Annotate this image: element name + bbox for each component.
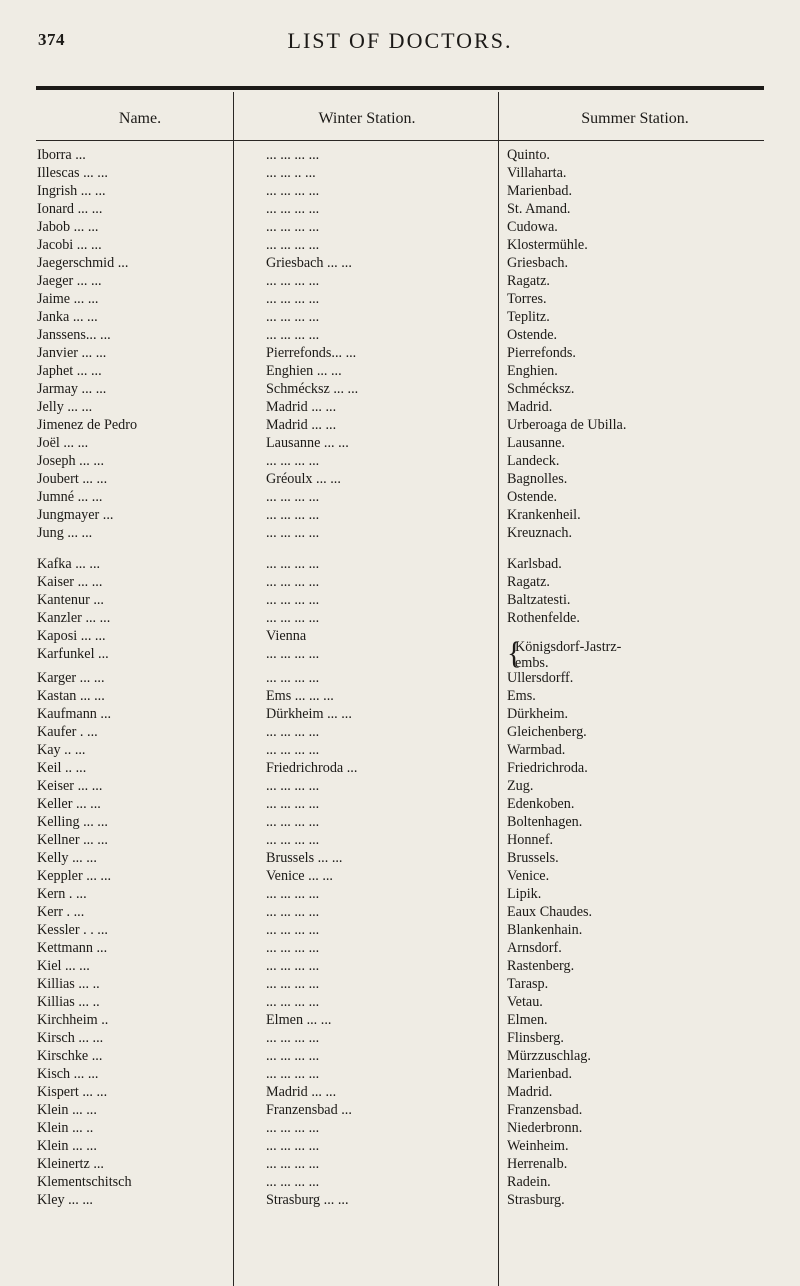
table-row <box>0 903 800 921</box>
doctor-name: Jaime ... ... <box>37 291 99 307</box>
winter-station: ... ... ... ... <box>266 832 320 848</box>
table-row <box>0 759 800 777</box>
summer-station-line: embs. <box>515 655 549 671</box>
table-row <box>0 1011 800 1029</box>
doctor-name: Klein ... ... <box>37 1102 97 1118</box>
summer-station: Gleichenberg. <box>507 724 587 740</box>
summer-station: Cudowa. <box>507 219 558 235</box>
summer-station: Elmen. <box>507 1012 548 1028</box>
summer-station: Madrid. <box>507 399 553 415</box>
table-row <box>0 1047 800 1065</box>
table-row <box>0 723 800 741</box>
winter-station: Schmécksz ... ... <box>266 381 359 397</box>
summer-station: Franzensbad. <box>507 1102 583 1118</box>
summer-station: Herrenalb. <box>507 1156 568 1172</box>
doctor-name: Keppler ... ... <box>37 868 112 884</box>
summer-station: Pierrefonds. <box>507 345 576 361</box>
winter-station: ... ... ... ... <box>266 309 320 325</box>
doctor-name: Kirchheim .. <box>37 1012 109 1028</box>
table-row <box>0 957 800 975</box>
summer-station: Dürkheim. <box>507 706 569 722</box>
summer-station: Marienbad. <box>507 1066 573 1082</box>
summer-station: Radein. <box>507 1174 551 1190</box>
winter-station: ... ... ... ... <box>266 742 320 758</box>
table-row <box>0 488 800 506</box>
doctor-name: Kirsch ... ... <box>37 1030 104 1046</box>
table-row <box>0 434 800 452</box>
table-row <box>0 1083 800 1101</box>
doctor-name: Karger ... ... <box>37 670 105 686</box>
summer-station: Torres. <box>507 291 547 307</box>
doctor-name: Jaegerschmid ... <box>37 255 129 271</box>
doctor-name: Joël ... ... <box>37 435 89 451</box>
winter-station: ... ... ... ... <box>266 940 320 956</box>
summer-station: Bagnolles. <box>507 471 568 487</box>
doctor-name: Kaiser ... ... <box>37 574 103 590</box>
table-row <box>0 1191 800 1209</box>
doctor-name: Kellner ... ... <box>37 832 108 848</box>
table-row <box>0 362 800 380</box>
doctor-name: Keil .. ... <box>37 760 87 776</box>
summer-station: Krankenheil. <box>507 507 581 523</box>
table-row <box>0 795 800 813</box>
table-row <box>0 1173 800 1191</box>
summer-station: Karlsbad. <box>507 556 562 572</box>
table-row <box>0 921 800 939</box>
doctor-name: Jungmayer ... <box>37 507 114 523</box>
table-row <box>0 1065 800 1083</box>
doctor-name: Kley ... ... <box>37 1192 93 1208</box>
table-row <box>0 236 800 254</box>
doctor-name: Japhet ... ... <box>37 363 102 379</box>
table-row <box>0 975 800 993</box>
table-row <box>0 218 800 236</box>
table-row <box>0 705 800 723</box>
doctor-name: Karfunkel ... <box>37 646 109 662</box>
winter-station: ... ... ... ... <box>266 994 320 1010</box>
winter-station: ... ... ... ... <box>266 327 320 343</box>
doctor-name: Kanzler ... ... <box>37 610 111 626</box>
table-row <box>0 416 800 434</box>
page-number: 374 <box>38 30 65 49</box>
summer-station: Brussels. <box>507 850 559 866</box>
table-row <box>0 573 800 591</box>
summer-station: Ostende. <box>507 489 558 505</box>
summer-station: Baltzatesti. <box>507 592 571 608</box>
summer-station: Zug. <box>507 778 534 794</box>
doctor-name: Killias ... .. <box>37 976 100 992</box>
winter-station: ... ... ... ... <box>266 922 320 938</box>
table-row <box>0 272 800 290</box>
winter-station: ... ... ... ... <box>266 1030 320 1046</box>
summer-station: Blankenhain. <box>507 922 583 938</box>
table-row <box>0 290 800 308</box>
doctor-name: Kessler . . ... <box>37 922 108 938</box>
doctor-name: Ionard ... ... <box>37 201 103 217</box>
winter-station: Madrid ... ... <box>266 399 337 415</box>
doctor-name: Klein ... .. <box>37 1120 94 1136</box>
summer-station: Warmbad. <box>507 742 566 758</box>
winter-station: Madrid ... ... <box>266 417 337 433</box>
table-row <box>0 146 800 164</box>
winter-station: ... ... ... ... <box>266 592 320 608</box>
doctor-name: Jacobi ... ... <box>37 237 102 253</box>
winter-station: Lausanne ... ... <box>266 435 349 451</box>
summer-station <box>507 639 792 671</box>
winter-station: ... ... ... ... <box>266 1174 320 1190</box>
winter-station: ... ... ... ... <box>266 273 320 289</box>
doctor-name: Janvier ... ... <box>37 345 107 361</box>
winter-station: ... ... ... ... <box>266 778 320 794</box>
winter-station: Brussels ... ... <box>266 850 343 866</box>
doctor-name: Jaeger ... ... <box>37 273 102 289</box>
table-row <box>0 398 800 416</box>
winter-station: ... ... ... ... <box>266 147 320 163</box>
doctor-name: Kastan ... ... <box>37 688 105 704</box>
summer-station: Friedrichroda. <box>507 760 588 776</box>
winter-station: Madrid ... ... <box>266 1084 337 1100</box>
table-row <box>0 1029 800 1047</box>
doctor-name: Keller ... ... <box>37 796 101 812</box>
column-header-summer-station: Summer Station. <box>581 110 689 127</box>
table-row <box>0 669 800 687</box>
doctor-name: Kelly ... ... <box>37 850 97 866</box>
winter-station: Franzensbad ... <box>266 1102 352 1118</box>
winter-station: ... ... ... ... <box>266 958 320 974</box>
column-header-winter-station: Winter Station. <box>318 110 416 127</box>
summer-station: Villaharta. <box>507 165 567 181</box>
summer-station: Weinheim. <box>507 1138 569 1154</box>
table-row <box>0 831 800 849</box>
winter-station: ... ... ... ... <box>266 1120 320 1136</box>
doctor-name: Illescas ... ... <box>37 165 108 181</box>
summer-station: Boltenhagen. <box>507 814 583 830</box>
winter-station: ... ... ... ... <box>266 886 320 902</box>
summer-station: Rothenfelde. <box>507 610 580 626</box>
winter-station: ... ... ... ... <box>266 219 320 235</box>
doctor-name: Ingrish ... ... <box>37 183 106 199</box>
doctor-name: Kettmann ... <box>37 940 108 956</box>
winter-station: ... ... ... ... <box>266 1156 320 1172</box>
table-row <box>0 849 800 867</box>
table-row <box>0 867 800 885</box>
winter-station: Strasburg ... ... <box>266 1192 349 1208</box>
winter-station: Enghien ... ... <box>266 363 342 379</box>
table-row <box>0 1101 800 1119</box>
table-row <box>0 200 800 218</box>
doctor-name: Kirschke ... <box>37 1048 103 1064</box>
doctor-name: Kisch ... ... <box>37 1066 99 1082</box>
table-row <box>0 885 800 903</box>
winter-station: ... ... ... ... <box>266 453 320 469</box>
winter-station: ... ... ... ... <box>266 1138 320 1154</box>
summer-station: Kreuznach. <box>507 525 572 541</box>
page-title: LIST OF DOCTORS. <box>287 28 513 53</box>
table-row <box>0 639 800 671</box>
summer-station: Marienbad. <box>507 183 573 199</box>
doctor-name: Joubert ... ... <box>37 471 108 487</box>
table-row <box>0 452 800 470</box>
doctor-name: Kafka ... ... <box>37 556 101 572</box>
winter-station: ... ... ... ... <box>266 291 320 307</box>
table-row <box>0 993 800 1011</box>
summer-station: Rastenberg. <box>507 958 575 974</box>
winter-station: Griesbach ... ... <box>266 255 352 271</box>
top-rule <box>36 86 764 90</box>
winter-station: ... ... ... ... <box>266 796 320 812</box>
summer-station: Madrid. <box>507 1084 553 1100</box>
page-header <box>0 0 800 64</box>
table-row <box>0 555 800 573</box>
table-row <box>0 524 800 542</box>
summer-station: Schmécksz. <box>507 381 575 397</box>
table-row <box>0 591 800 609</box>
table-row <box>0 254 800 272</box>
table-row <box>0 813 800 831</box>
table-row <box>0 741 800 759</box>
column-header-name: Name. <box>118 110 162 127</box>
doctor-name: Kern . ... <box>37 886 87 902</box>
summer-station: Flinsberg. <box>507 1030 564 1046</box>
winter-station: ... ... ... ... <box>266 904 320 920</box>
doctor-name: Janssens... ... <box>37 327 111 343</box>
summer-station: Ragatz. <box>507 273 550 289</box>
summer-station: Strasburg. <box>507 1192 565 1208</box>
doctor-name: Janka ... ... <box>37 309 98 325</box>
table-row <box>0 1137 800 1155</box>
winter-station: Elmen ... ... <box>266 1012 332 1028</box>
table-row <box>0 308 800 326</box>
header-underline <box>36 140 764 141</box>
table-row <box>0 939 800 957</box>
summer-station: Mürzzuschlag. <box>507 1048 591 1064</box>
summer-station: Ragatz. <box>507 574 550 590</box>
summer-station: Niederbronn. <box>507 1120 583 1136</box>
table-row <box>0 1155 800 1173</box>
table-row <box>0 326 800 344</box>
doctor-name: Kerr . ... <box>37 904 85 920</box>
summer-station: Lipik. <box>507 886 542 902</box>
doctor-name: Joseph ... ... <box>37 453 104 469</box>
winter-station: Dürkheim ... ... <box>266 706 352 722</box>
winter-station: ... ... ... ... <box>266 814 320 830</box>
winter-station: ... ... ... ... <box>266 183 320 199</box>
doctor-name: Jung ... ... <box>37 525 93 541</box>
winter-station: Pierrefonds... ... <box>266 345 357 361</box>
winter-station: ... ... ... ... <box>266 556 320 572</box>
winter-station: Friedrichroda ... <box>266 760 358 776</box>
summer-station: Venice. <box>507 868 550 884</box>
doctor-name: Kaufmann ... <box>37 706 112 722</box>
doctor-name: Klein ... ... <box>37 1138 97 1154</box>
winter-station: ... ... .. ... <box>266 165 316 181</box>
summer-station: Ullersdorff. <box>507 670 574 686</box>
summer-station: Eaux Chaudes. <box>507 904 593 920</box>
winter-station: ... ... ... ... <box>266 724 320 740</box>
summer-station: Lausanne. <box>507 435 565 451</box>
winter-station: ... ... ... ... <box>266 646 320 662</box>
winter-station: ... ... ... ... <box>266 610 320 626</box>
doctor-name: Keiser ... ... <box>37 778 103 794</box>
winter-station: ... ... ... ... <box>266 507 320 523</box>
winter-station: ... ... ... ... <box>266 1066 320 1082</box>
doctor-name: Kispert ... ... <box>37 1084 108 1100</box>
winter-station: Ems ... ... ... <box>266 688 334 704</box>
brace-glyph: { <box>507 639 522 671</box>
table-row <box>0 380 800 398</box>
summer-station: Urberoaga de Ubilla. <box>507 417 627 433</box>
summer-station: Ostende. <box>507 327 558 343</box>
doctor-name: Kay .. ... <box>37 742 86 758</box>
summer-station: Enghien. <box>507 363 558 379</box>
summer-station: Tarasp. <box>507 976 549 992</box>
table-row <box>0 344 800 362</box>
summer-station: Edenkoben. <box>507 796 575 812</box>
summer-station: St. Amand. <box>507 201 571 217</box>
winter-station: ... ... ... ... <box>266 670 320 686</box>
table-row <box>0 506 800 524</box>
summer-station: Klostermühle. <box>507 237 588 253</box>
doctor-name: Jimenez de Pedro <box>37 417 138 433</box>
doctor-name: Kelling ... ... <box>37 814 108 830</box>
summer-station-line: Königsdorf-Jastrz- <box>515 639 622 655</box>
winter-station: ... ... ... ... <box>266 976 320 992</box>
winter-station: ... ... ... ... <box>266 489 320 505</box>
summer-station: Honnef. <box>507 832 554 848</box>
summer-station: Quinto. <box>507 147 550 163</box>
table-row <box>0 687 800 705</box>
winter-station: ... ... ... ... <box>266 525 320 541</box>
winter-station: ... ... ... ... <box>266 201 320 217</box>
winter-station: ... ... ... ... <box>266 1048 320 1064</box>
summer-station: Teplitz. <box>507 309 550 325</box>
winter-station: Venice ... ... <box>266 868 333 884</box>
summer-station: Arnsdorf. <box>507 940 562 956</box>
table-row <box>0 609 800 627</box>
table-row <box>0 777 800 795</box>
table-row <box>0 1119 800 1137</box>
winter-station: Gréoulx ... ... <box>266 471 341 487</box>
winter-station: ... ... ... ... <box>266 574 320 590</box>
summer-station: Griesbach. <box>507 255 569 271</box>
doctor-name: Jarmay ... ... <box>37 381 107 397</box>
table-row <box>0 470 800 488</box>
doctor-name: Kiel ... ... <box>37 958 90 974</box>
doctor-name: Kaufer . ... <box>37 724 98 740</box>
summer-station: Ems. <box>507 688 536 704</box>
winter-station: Vienna <box>266 628 307 644</box>
doctor-name: Klementschitsch <box>37 1174 132 1190</box>
doctor-name: Jumné ... ... <box>37 489 103 505</box>
table-row <box>0 182 800 200</box>
doctor-name: Iborra ... <box>37 147 86 163</box>
table-row <box>0 164 800 182</box>
winter-station: ... ... ... ... <box>266 237 320 253</box>
summer-station: Vetau. <box>507 994 543 1010</box>
summer-station: Landeck. <box>507 453 560 469</box>
doctor-name: Jabob ... ... <box>37 219 99 235</box>
doctor-name: Kantenur ... <box>37 592 104 608</box>
doctor-name: Killias ... .. <box>37 994 100 1010</box>
doctor-name: Jelly ... ... <box>37 399 93 415</box>
doctor-name: Kleinertz ... <box>37 1156 104 1172</box>
doctor-name: Kaposi ... ... <box>37 628 106 644</box>
